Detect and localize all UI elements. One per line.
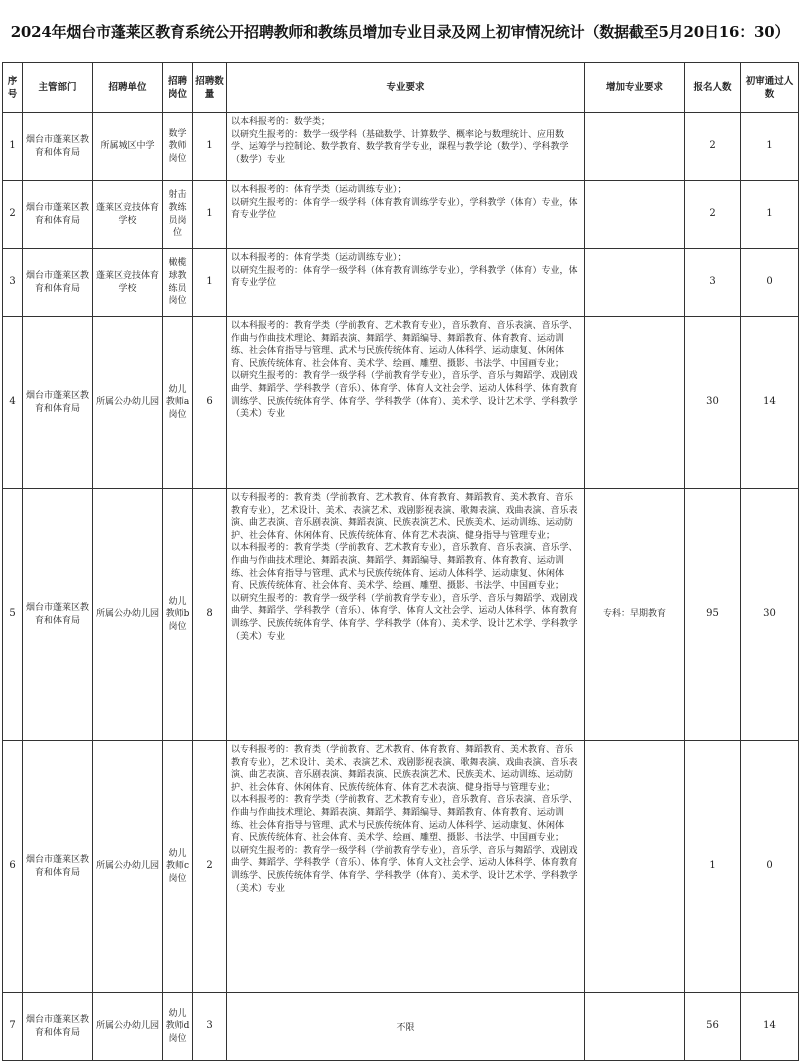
row-requirements — [227, 993, 585, 1061]
table-row — [3, 317, 799, 489]
row-applicants: 1 — [685, 741, 741, 993]
page-title: 2024年烟台市蓬莱区教育系统公开招聘教师和教练员增加专业目录及网上初审情况统计（数据截至5月20日16：30） — [10, 22, 790, 41]
row-applicants: 2 — [685, 113, 741, 181]
recruitment-table — [2, 62, 799, 1061]
row-passed: 30 — [741, 489, 799, 741]
row-dept: 烟台市蓬莱区教育和体育局 — [23, 249, 93, 317]
table-row — [3, 113, 799, 181]
row-seq: 7 — [3, 993, 23, 1061]
table-row — [3, 741, 799, 993]
row-added-requirement — [585, 181, 685, 249]
row-requirements — [227, 741, 585, 993]
row-dept: 烟台市蓬莱区教育和体育局 — [23, 993, 93, 1061]
row-seq: 3 — [3, 249, 23, 317]
row-unit: 所属公办幼儿园 — [93, 993, 163, 1061]
header-passed: 初审通过人数 — [741, 63, 799, 113]
requirement-line: 以研究生报考的：体育学一级学科（体育教育训练学专业），学科教学（体育）专业，体育专业学位 — [231, 197, 578, 221]
requirement-line: 以专科报考的：教育类（学前教育、艺术教育、体育教育、舞蹈教育、美术教育、音乐教育专业），艺术设计、美术、表演艺术、戏剧影视表演、歌舞表演、戏曲表演、音乐表演、曲艺表演、音乐剧表演、舞蹈表演、民族表演艺术、民族美术、运动训练、运动防护、社会体育、休闲体育、民族传统体育、体育艺术表演、健身指导与管理专业； — [231, 745, 578, 793]
row-added-requirement — [585, 993, 685, 1061]
row-post: 橄榄球教练员岗位 — [163, 249, 193, 317]
row-requirements — [227, 113, 585, 181]
row-dept: 烟台市蓬莱区教育和体育局 — [23, 113, 93, 181]
row-count: 8 — [193, 489, 227, 741]
row-count: 3 — [193, 993, 227, 1061]
row-requirements — [227, 489, 585, 741]
header-added: 增加专业要求 — [585, 63, 685, 113]
header-count: 招聘数量 — [193, 63, 227, 113]
row-applicants: 30 — [685, 317, 741, 489]
requirement-line: 以本科报考的：体育学类（运动训练专业）； — [231, 185, 407, 195]
row-requirements — [227, 181, 585, 249]
row-added-requirement — [585, 113, 685, 181]
row-added-requirement — [585, 249, 685, 317]
row-requirements — [227, 317, 585, 489]
row-added-requirement — [585, 317, 685, 489]
requirement-line: 以研究生报考的：教育学一级学科（学前教育学专业），音乐学、音乐与舞蹈学、戏剧戏曲学、舞蹈学、学科教学（音乐）、体育学、体育人文社会学、运动人体科学、体育教育训练学、民族传统体育学、体育学、学科教学（体育）、美术学、设计艺术学、学科教学（美术）专业 — [231, 593, 578, 642]
row-count: 6 — [193, 317, 227, 489]
requirement-line: 以研究生报考的：教育学一级学科（学前教育学专业），音乐学、音乐与舞蹈学、戏剧戏曲学、舞蹈学、学科教学（音乐）、体育学、体育人文社会学、运动人体科学、体育教育训练学、民族传统体育学、体育学、学科教学（体育）、美术学、设计艺术学、学科教学（美术）专业 — [231, 371, 578, 420]
row-requirements — [227, 249, 585, 317]
row-seq: 1 — [3, 113, 23, 181]
requirement-line: 以本科报考的：体育学类（运动训练专业）； — [231, 253, 407, 263]
row-seq: 5 — [3, 489, 23, 741]
row-count: 2 — [193, 741, 227, 993]
row-count: 1 — [193, 113, 227, 181]
row-added-requirement: 专科：早期教育 — [585, 489, 685, 741]
requirement-line: 以本科报考的：数学类； — [231, 117, 331, 127]
row-dept: 烟台市蓬莱区教育和体育局 — [23, 317, 93, 489]
requirement-line: 不限 — [396, 1022, 415, 1033]
row-applicants: 2 — [685, 181, 741, 249]
row-unit: 所属公办幼儿园 — [93, 741, 163, 993]
header-applicants: 报名人数 — [685, 63, 741, 113]
row-passed: 14 — [741, 993, 799, 1061]
requirement-line: 以本科报考的：教育学类（学前教育、艺术教育专业），音乐教育、音乐表演、音乐学、作曲与作曲技术理论、舞蹈表演、舞蹈学、舞蹈编导、舞蹈教育、体育教育、运动训练、社会体育指导与管理、武术与民族传统体育、运动人体科学、运动康复、休闲体育、民族传统体育、社会体育、美术学、绘画、雕塑、摄影、书法学、中国画专业； — [231, 321, 578, 369]
header-unit: 招聘单位 — [93, 63, 163, 113]
row-unit: 所属城区中学 — [93, 113, 163, 181]
header-req: 专业要求 — [227, 63, 585, 113]
requirement-line: 以研究生报考的：体育学一级学科（体育教育训练学专业），学科教学（体育）专业，体育专业学位 — [231, 265, 578, 289]
requirement-line: 以本科报考的：教育学类（学前教育、艺术教育专业），音乐教育、音乐表演、音乐学、作曲与作曲技术理论、舞蹈表演、舞蹈学、舞蹈编导、舞蹈教育、体育教育、运动训练、社会体育指导与管理、武术与民族传统体育、运动人体科学、运动康复、休闲体育、民族传统体育、社会体育、美术学、绘画、雕塑、摄影、书法学、中国画专业； — [231, 543, 578, 592]
row-passed: 14 — [741, 317, 799, 489]
row-added-requirement — [585, 741, 685, 993]
table-row — [3, 181, 799, 249]
row-seq: 4 — [3, 317, 23, 489]
row-applicants: 56 — [685, 993, 741, 1061]
row-applicants: 3 — [685, 249, 741, 317]
row-post: 幼儿教师b岗位 — [163, 489, 193, 741]
header-seq: 序号 — [3, 63, 23, 113]
table-row — [3, 993, 799, 1061]
row-passed: 0 — [741, 249, 799, 317]
row-unit: 所属公办幼儿园 — [93, 489, 163, 741]
header-row — [3, 63, 799, 113]
row-dept: 烟台市蓬莱区教育和体育局 — [23, 741, 93, 993]
row-unit: 所属公办幼儿园 — [93, 317, 163, 489]
row-applicants: 95 — [685, 489, 741, 741]
header-dept: 主管部门 — [23, 63, 93, 113]
row-dept: 烟台市蓬莱区教育和体育局 — [23, 489, 93, 741]
requirement-line: 以研究生报考的：教育学一级学科（学前教育学专业），音乐学、音乐与舞蹈学、戏剧戏曲学、舞蹈学、学科教学（音乐）、体育学、体育人文社会学、运动人体科学、体育教育训练学、民族传统体育学、体育学、学科教学（体育）、美术学、设计艺术学、学科教学（美术）专业 — [231, 845, 578, 894]
row-post: 数学教师岗位 — [163, 113, 193, 181]
row-seq: 2 — [3, 181, 23, 249]
row-seq: 6 — [3, 741, 23, 993]
table-row — [3, 249, 799, 317]
table-row — [3, 489, 799, 741]
requirement-line: 以专科报考的：教育类（学前教育、艺术教育、体育教育、舞蹈教育、美术教育、音乐教育专业），艺术设计、美术、表演艺术、戏剧影视表演、歌舞表演、戏曲表演、音乐表演、曲艺表演、音乐剧表演、舞蹈表演、民族表演艺术、民族美术、运动训练、运动防护、社会体育、休闲体育、民族传统体育、体育艺术表演、健身指导与管理专业； — [231, 493, 578, 541]
row-dept: 烟台市蓬莱区教育和体育局 — [23, 181, 93, 249]
row-count: 1 — [193, 249, 227, 317]
row-passed: 1 — [741, 113, 799, 181]
row-post: 射击教练员岗位 — [163, 181, 193, 249]
row-passed: 1 — [741, 181, 799, 249]
row-unit: 蓬莱区竞技体育学校 — [93, 181, 163, 249]
requirement-line: 以研究生报考的：数学一级学科（基础数学、计算数学、概率论与数理统计、应用数学、运筹学与控制论、数学教育、数学教育学专业，课程与教学论（数学）、学科教学（数学）专业 — [231, 129, 569, 165]
header-post: 招聘岗位 — [163, 63, 193, 113]
row-passed: 0 — [741, 741, 799, 993]
row-post: 幼儿教师d岗位 — [163, 993, 193, 1061]
row-post: 幼儿教师c岗位 — [163, 741, 193, 993]
row-count: 1 — [193, 181, 227, 249]
row-unit: 蓬莱区竞技体育学校 — [93, 249, 163, 317]
requirement-line: 以本科报考的：教育学类（学前教育、艺术教育专业），音乐教育、音乐表演、音乐学、作曲与作曲技术理论、舞蹈表演、舞蹈学、舞蹈编导、舞蹈教育、体育教育、运动训练、社会体育指导与管理、武术与民族传统体育、运动人体科学、运动康复、休闲体育、民族传统体育、社会体育、美术学、绘画、雕塑、摄影、书法学、中国画专业； — [231, 795, 578, 844]
row-post: 幼儿教师a岗位 — [163, 317, 193, 489]
